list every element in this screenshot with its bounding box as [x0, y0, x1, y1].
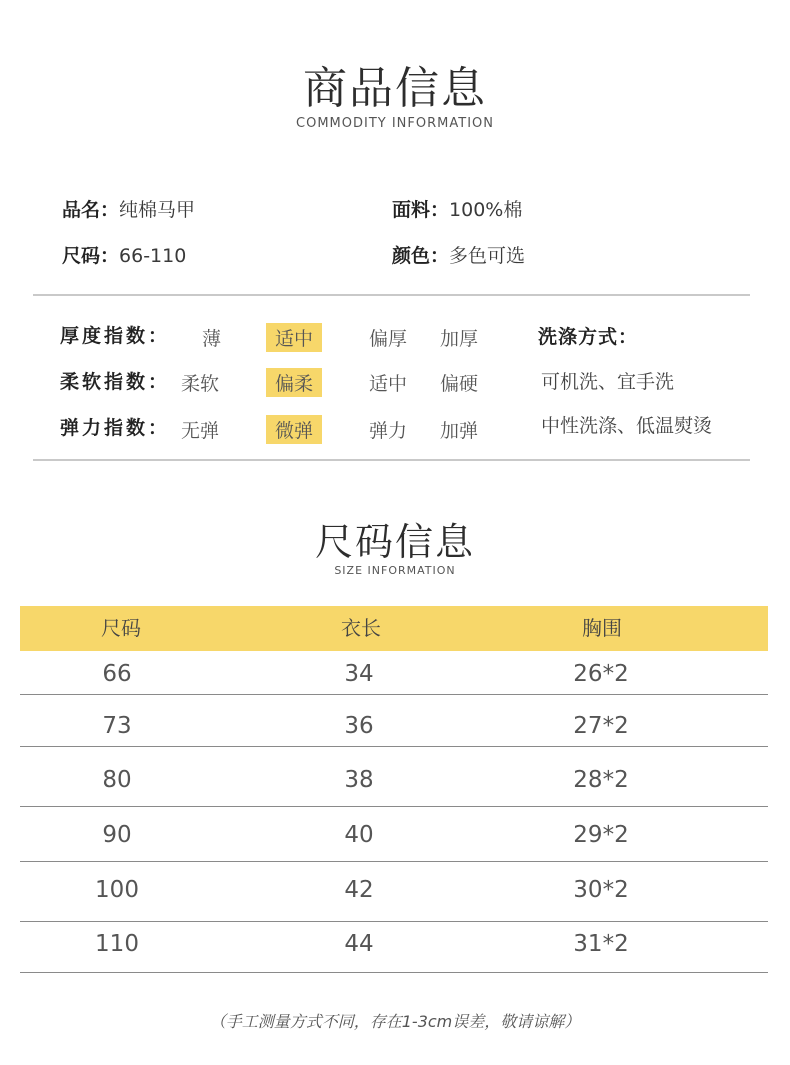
- cell-size: 100: [95, 877, 139, 903]
- info-size: [62, 241, 186, 268]
- info-fabric-value: 100%棉: [449, 199, 523, 221]
- softness-label: 柔软指数：: [60, 371, 171, 393]
- divider-top: [33, 294, 750, 296]
- cell-chest: 30*2: [573, 877, 629, 903]
- cell-chest: 28*2: [573, 767, 629, 793]
- cell-size: 80: [102, 767, 132, 793]
- header-size: 尺码: [101, 616, 141, 640]
- size-title: 尺码信息: [314, 520, 475, 564]
- info-size-label: 尺码：: [62, 245, 120, 267]
- cell-length: 42: [344, 877, 374, 903]
- cell-length: 40: [344, 822, 374, 848]
- elasticity-label: 弹力指数：: [60, 417, 171, 439]
- cell-size: 66: [102, 661, 132, 687]
- cell-length: 38: [344, 767, 374, 793]
- cell-chest: 29*2: [573, 822, 629, 848]
- table-row: [20, 747, 768, 807]
- size-subtitle: SIZE INFORMATION: [334, 564, 456, 577]
- info-fabric: [392, 195, 522, 222]
- table-row: [20, 695, 768, 747]
- cell-length: 34: [344, 661, 374, 687]
- thickness-option: 加厚: [440, 328, 479, 350]
- wash-line-2: 中性洗涤、低温熨烫: [541, 415, 713, 437]
- thickness-label: 厚度指数：: [60, 325, 171, 347]
- info-name-label: 品名：: [62, 199, 120, 221]
- size-table-header: [20, 606, 768, 651]
- table-row: [20, 862, 768, 922]
- table-row: [20, 922, 768, 973]
- measurement-note: （手工测量方式不同，存在1-3cm误差，敬请谅解）: [209, 1012, 581, 1031]
- wash-line-1: 可机洗、宜手洗: [541, 371, 675, 393]
- info-color-value: 多色可选: [449, 245, 526, 267]
- info-name: [62, 195, 195, 222]
- header-chest: 胸围: [582, 616, 622, 640]
- cell-length: 36: [344, 713, 374, 739]
- thickness-option: 偏厚: [369, 328, 408, 350]
- cell-size: 73: [102, 713, 132, 739]
- divider-bottom: [33, 459, 750, 461]
- thickness-option-selected: 适中: [266, 323, 322, 352]
- info-fabric-label: 面料：: [392, 199, 450, 221]
- elasticity-option: 加弹: [440, 420, 479, 442]
- softness-option: 适中: [369, 373, 408, 395]
- elasticity-option: 无弹: [181, 420, 220, 442]
- cell-chest: 26*2: [573, 661, 629, 687]
- cell-chest: 31*2: [573, 931, 629, 957]
- commodity-subtitle: COMMODITY INFORMATION: [296, 116, 494, 131]
- commodity-title: 商品信息: [303, 63, 487, 114]
- table-row: [20, 651, 768, 695]
- info-size-value: 66-110: [119, 245, 187, 267]
- thickness-option: 薄: [202, 328, 222, 350]
- cell-chest: 27*2: [573, 713, 629, 739]
- cell-size: 110: [95, 931, 139, 957]
- softness-option: 柔软: [181, 373, 220, 395]
- wash-label: 洗涤方式：: [538, 326, 639, 348]
- info-color-label: 颜色：: [392, 245, 450, 267]
- cell-length: 44: [344, 931, 374, 957]
- header-length: 衣长: [341, 616, 381, 640]
- elasticity-option: 弹力: [369, 420, 408, 442]
- softness-option-selected: 偏柔: [266, 368, 322, 397]
- cell-size: 90: [102, 822, 132, 848]
- info-color: [392, 241, 525, 268]
- elasticity-option-selected: 微弹: [266, 415, 322, 444]
- table-row: [20, 807, 768, 862]
- info-name-value: 纯棉马甲: [119, 199, 196, 221]
- softness-option: 偏硬: [440, 373, 479, 395]
